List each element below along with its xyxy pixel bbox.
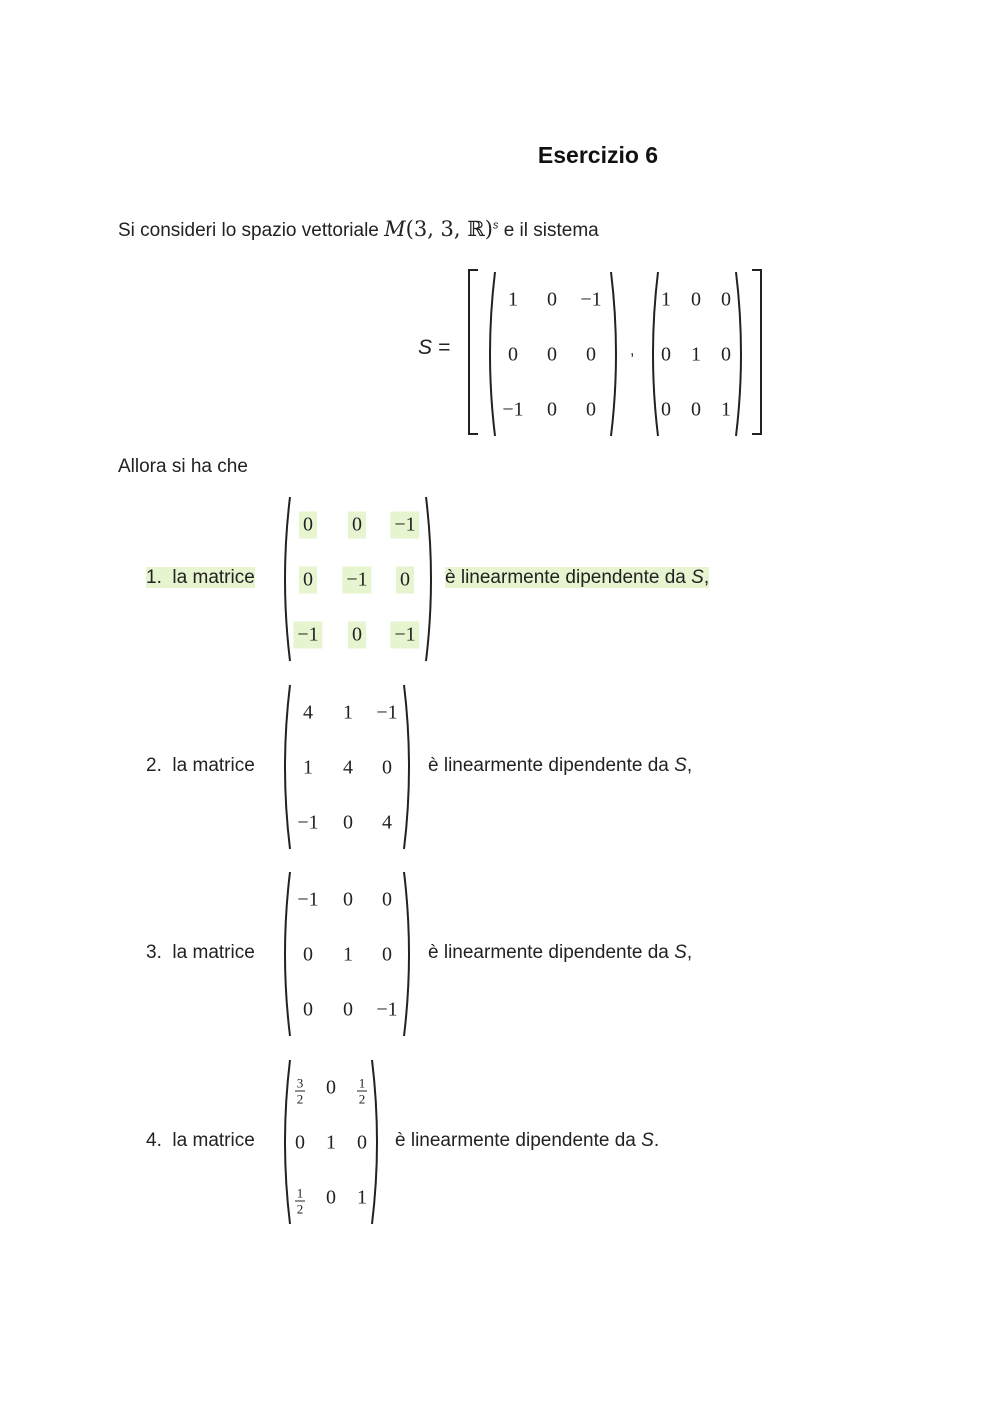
matrix-cell bbox=[295, 1181, 305, 1216]
matrix-cell: 0 bbox=[721, 343, 731, 366]
matrix-cell: 0 bbox=[396, 567, 414, 594]
system-matrix-b bbox=[646, 270, 748, 438]
matrix-cell: 4 bbox=[343, 756, 353, 779]
matrix-paren-right bbox=[424, 495, 438, 663]
fraction-denominator: 2 bbox=[296, 1091, 304, 1107]
matrix-paren-left bbox=[278, 495, 292, 663]
matrix-paren-left bbox=[278, 683, 292, 851]
matrix-cell: 0 bbox=[691, 398, 701, 421]
option-suffix-text: è linearmente dipendente da bbox=[395, 1130, 636, 1151]
intro-sentence bbox=[118, 217, 599, 242]
matrix-cell: 1 bbox=[691, 343, 701, 366]
option-S-symbol: S bbox=[674, 755, 687, 776]
outer-bracket-left bbox=[466, 268, 480, 436]
matrix-cell: 0 bbox=[343, 998, 353, 1021]
matrix-cell: 0 bbox=[348, 512, 366, 539]
system-lhs: S = bbox=[418, 336, 451, 359]
option-S-symbol: S bbox=[641, 1130, 654, 1151]
option-3-suffix bbox=[428, 942, 692, 964]
matrix-cell: 1 bbox=[508, 288, 518, 311]
matrix-cell: 0 bbox=[382, 943, 392, 966]
option-4-matrix bbox=[278, 1058, 384, 1226]
matrix-cell: 1 bbox=[357, 1186, 367, 1209]
matrix-cell: 1 bbox=[721, 398, 731, 421]
option-1-matrix bbox=[278, 495, 438, 663]
system-matrix-a bbox=[483, 270, 623, 438]
option-3-matrix bbox=[278, 870, 416, 1038]
option-2-matrix bbox=[278, 683, 416, 851]
matrix-cell: 4 bbox=[382, 811, 392, 834]
matrix-cell: 1 bbox=[343, 701, 353, 724]
matrix-cell bbox=[295, 1071, 305, 1106]
option-end-punct: , bbox=[703, 567, 710, 588]
matrix-cell: 1 bbox=[343, 943, 353, 966]
fraction-denominator: 2 bbox=[296, 1201, 304, 1217]
matrix-cell: −1 bbox=[342, 567, 371, 594]
matrix-paren-right bbox=[402, 870, 416, 1038]
option-end-punct: , bbox=[686, 942, 693, 963]
matrix-cell bbox=[357, 1071, 367, 1106]
matrix-cell: −1 bbox=[580, 288, 602, 311]
matrix-cell: 0 bbox=[326, 1076, 336, 1099]
matrix-cell: 1 bbox=[661, 288, 671, 311]
matrix-paren-left bbox=[483, 270, 497, 438]
option-suffix-text: è linearmente dipendente da bbox=[428, 942, 669, 963]
option-number: 2. bbox=[146, 755, 162, 776]
matrix-cell: −1 bbox=[293, 622, 322, 649]
option-S-symbol: S bbox=[691, 567, 704, 588]
matrix-paren-left bbox=[278, 1058, 292, 1226]
option-2-prefix bbox=[146, 755, 255, 777]
matrix-paren-left bbox=[646, 270, 660, 438]
option-1-suffix bbox=[445, 567, 709, 589]
matrix-cell: 0 bbox=[721, 288, 731, 311]
option-number: 4. bbox=[146, 1130, 162, 1151]
option-end-punct: , bbox=[686, 755, 693, 776]
fraction-numerator: 1 bbox=[358, 1075, 366, 1091]
option-2-suffix bbox=[428, 755, 692, 777]
matrix-cell: −1 bbox=[297, 888, 319, 911]
space-superscript: s bbox=[492, 219, 499, 232]
space-args: (3, 3, ℝ) bbox=[405, 217, 493, 241]
matrix-paren-right bbox=[609, 270, 623, 438]
fraction-denominator: 2 bbox=[358, 1091, 366, 1107]
matrix-cell: 0 bbox=[586, 398, 596, 421]
matrix-cell: 0 bbox=[303, 998, 313, 1021]
option-1-prefix bbox=[146, 567, 255, 589]
matrix-cell: 0 bbox=[547, 343, 557, 366]
space-symbol: M bbox=[384, 217, 406, 241]
fraction-numerator: 1 bbox=[296, 1185, 304, 1201]
option-4-prefix bbox=[146, 1130, 255, 1152]
option-label: la matrice bbox=[172, 567, 255, 588]
matrix-cell: 0 bbox=[547, 398, 557, 421]
option-end-punct: . bbox=[653, 1130, 660, 1151]
option-3-prefix bbox=[146, 942, 255, 964]
intro-text-before: Si consideri lo spazio vettoriale bbox=[118, 220, 385, 241]
matrix-cell: 1 bbox=[326, 1131, 336, 1154]
matrix-paren-right bbox=[370, 1058, 384, 1226]
fraction bbox=[295, 1077, 305, 1106]
matrix-cell: 0 bbox=[547, 288, 557, 311]
option-S-symbol: S bbox=[674, 942, 687, 963]
matrix-cell: 0 bbox=[661, 398, 671, 421]
matrix-cell: −1 bbox=[502, 398, 524, 421]
matrix-cell: −1 bbox=[376, 701, 398, 724]
matrix-cell: 0 bbox=[343, 888, 353, 911]
option-suffix-text: è linearmente dipendente da bbox=[445, 567, 686, 588]
matrix-cell: 0 bbox=[299, 567, 317, 594]
matrix-cell: 0 bbox=[382, 756, 392, 779]
option-number: 1. bbox=[146, 567, 162, 588]
conclusion-lead: Allora si ha che bbox=[118, 456, 248, 477]
system-comma: , bbox=[630, 342, 635, 359]
matrix-cell: 0 bbox=[382, 888, 392, 911]
matrix-cell: −1 bbox=[390, 622, 419, 649]
option-label: la matrice bbox=[172, 1130, 255, 1151]
matrix-cell: 0 bbox=[295, 1131, 305, 1154]
matrix-cell: 0 bbox=[357, 1131, 367, 1154]
option-label: la matrice bbox=[172, 755, 255, 776]
fraction bbox=[357, 1077, 367, 1106]
matrix-cell: −1 bbox=[297, 811, 319, 834]
fraction-numerator: 3 bbox=[296, 1075, 304, 1091]
matrix-cell: 0 bbox=[326, 1186, 336, 1209]
matrix-cell: 0 bbox=[586, 343, 596, 366]
option-4-suffix bbox=[395, 1130, 659, 1152]
matrix-cell: 4 bbox=[303, 701, 313, 724]
option-label: la matrice bbox=[172, 942, 255, 963]
matrix-cell: 0 bbox=[348, 622, 366, 649]
matrix-cell: 0 bbox=[691, 288, 701, 311]
exercise-title: Esercizio 6 bbox=[537, 142, 659, 168]
matrix-cell: −1 bbox=[376, 998, 398, 1021]
matrix-cell: 0 bbox=[343, 811, 353, 834]
fraction bbox=[295, 1187, 305, 1216]
matrix-cell: 0 bbox=[661, 343, 671, 366]
option-suffix-text: è linearmente dipendente da bbox=[428, 755, 669, 776]
matrix-cell: 0 bbox=[508, 343, 518, 366]
matrix-cell: 0 bbox=[303, 943, 313, 966]
matrix-cell: 1 bbox=[303, 756, 313, 779]
matrix-paren-right bbox=[734, 270, 748, 438]
matrix-paren-left bbox=[278, 870, 292, 1038]
matrix-cell: −1 bbox=[390, 512, 419, 539]
intro-text-after: e il sistema bbox=[498, 220, 599, 241]
matrix-paren-right bbox=[402, 683, 416, 851]
option-number: 3. bbox=[146, 942, 162, 963]
matrix-cell: 0 bbox=[299, 512, 317, 539]
outer-bracket-right bbox=[750, 268, 764, 436]
